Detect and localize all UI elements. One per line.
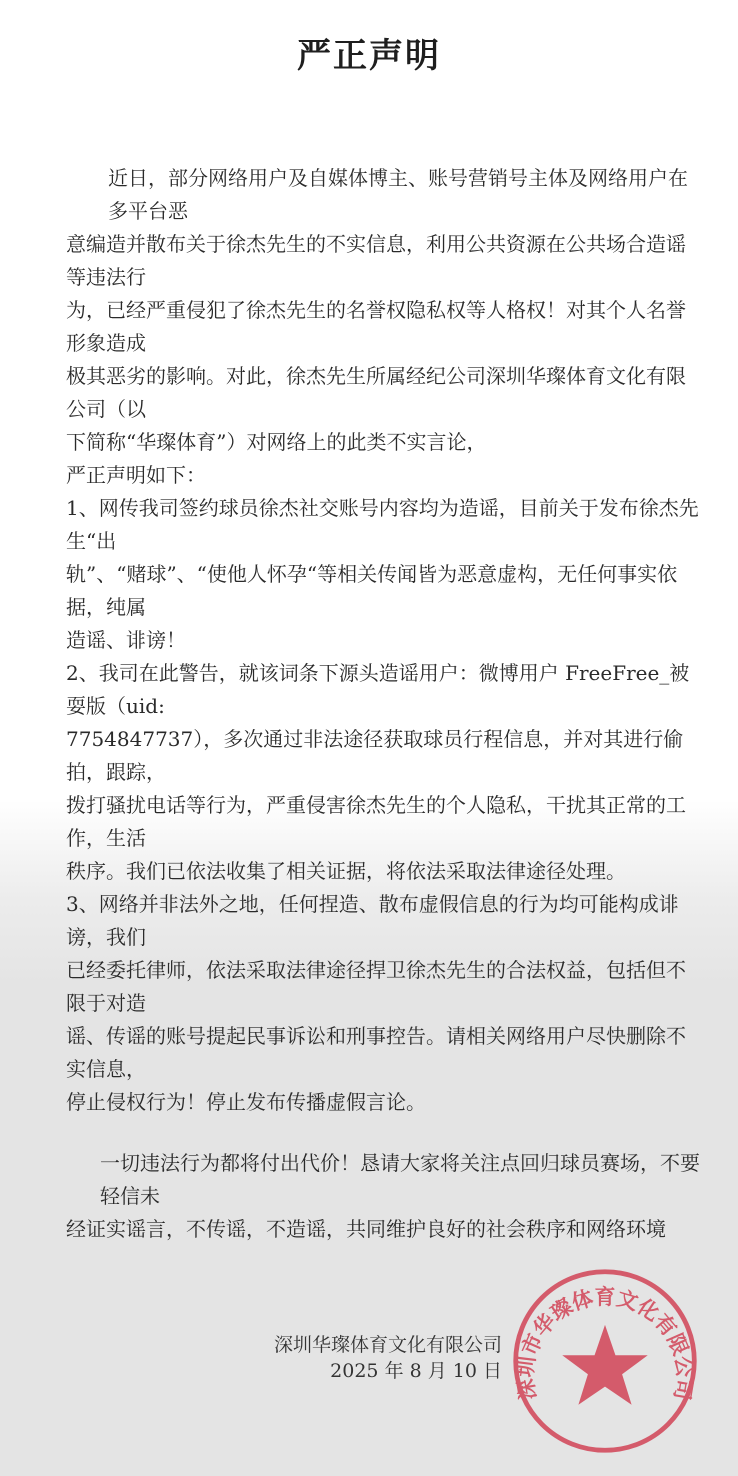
- body-line: 为，已经严重侵犯了徐杰先生的名誉权隐私权等人格权！对其个人名誉形象造成: [66, 298, 686, 355]
- signature-date: 2025 年 8 月 10 日: [330, 1360, 502, 1382]
- seal-text: 深圳市华璨体育文化有限公司: [512, 1284, 698, 1403]
- signature-text: [66, 1266, 510, 1384]
- signature-block: [66, 1266, 700, 1456]
- document-body: [66, 162, 700, 1246]
- body-line: 一切违法行为都将付出代价！恳请大家将关注点回归球员赛场，不要轻信未: [100, 1151, 700, 1208]
- body-line: 下简称“华璨体育”）对网络上的此类不实言论，: [66, 430, 487, 454]
- company-seal: [510, 1266, 700, 1456]
- body-line: 已经委托律师，依法采取法律途径捍卫徐杰先生的合法权益，包括但不限于对造: [66, 958, 686, 1015]
- body-line: 极其恶劣的影响。对此，徐杰先生所属经纪公司深圳华璨体育文化有限公司（以: [66, 364, 686, 421]
- paragraph-gap: [66, 1119, 700, 1147]
- body-line: 意编造并散布关于徐杰先生的不实信息，利用公共资源在公共场合造谣等违法行: [66, 232, 686, 289]
- body-line: 近日，部分网络用户及自媒体博主、账号营销号主体及网络用户在多平台恶: [108, 166, 688, 223]
- body-line: 秩序。我们已依法收集了相关证据，将依法采取法律途径处理。: [66, 859, 626, 883]
- body-line: 停止侵权行为！停止发布传播虚假言论。: [66, 1090, 426, 1114]
- body-line: 轨”、“赌球”、“使他人怀孕“等相关传闻皆为恶意虚构，无任何事实依据，纯属: [66, 562, 678, 619]
- signature-company: 深圳华璨体育文化有限公司: [273, 1334, 502, 1356]
- body-line: 拨打骚扰电话等行为，严重侵害徐杰先生的个人隐私，干扰其正常的工作，生活: [66, 793, 686, 850]
- body-line: 2、我司在此警告，就该词条下源头造谣用户：微博用户 FreeFree_被耍版（uid:: [66, 661, 690, 718]
- body-line: 谣、传谣的账号提起民事诉讼和刑事控告。请相关网络用户尽快删除不实信息，: [66, 1024, 686, 1081]
- body-line: 经证实谣言，不传谣，不造谣，共同维护良好的社会秩序和网络环境: [66, 1217, 666, 1241]
- body-line: 1、网传我司签约球员徐杰社交账号内容均为造谣，目前关于发布徐杰先生“出: [66, 496, 699, 553]
- body-line: 造谣、诽谤！: [66, 628, 186, 652]
- body-line: 7754847737），多次通过非法途径获取球员行程信息，并对其进行偷拍，跟踪，: [66, 727, 684, 784]
- body-line: 3、网络并非法外之地，任何捏造、散布虚假信息的行为均可能构成诽谤，我们: [66, 892, 679, 949]
- body-line: 严正声明如下：: [66, 463, 206, 487]
- star-icon: [562, 1325, 648, 1405]
- document-title: 严正声明: [297, 36, 441, 76]
